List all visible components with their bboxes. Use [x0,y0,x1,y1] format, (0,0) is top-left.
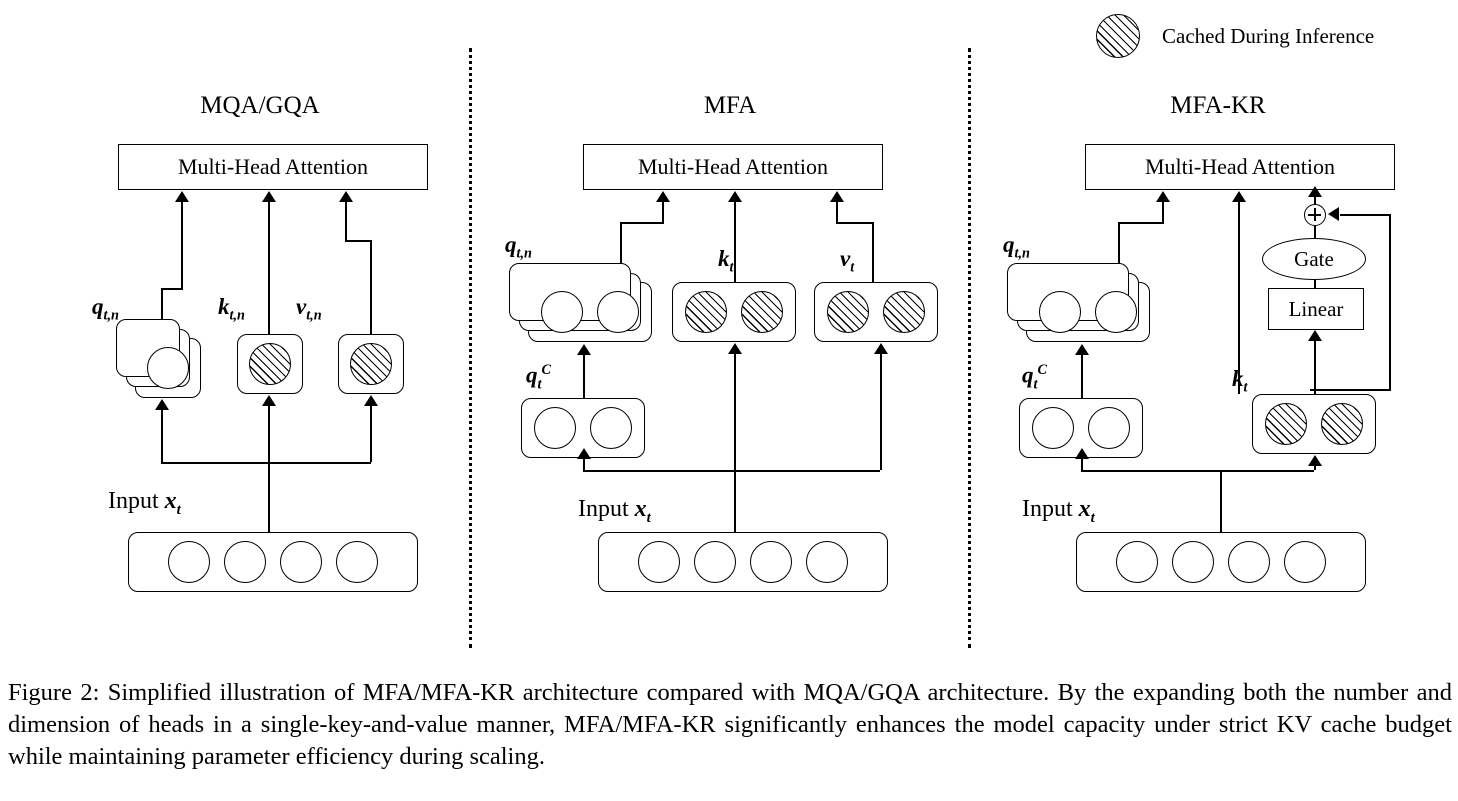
conn-q-to-mha-3 [1118,222,1120,268]
arrow-k-mha-3 [1232,191,1246,202]
cell-circle [1032,407,1074,449]
cell-circle [590,407,632,449]
label-v-t-col2: $v_t$ [840,246,855,276]
tensor-v-col1 [338,334,404,394]
label-k-t-col3: $k_t$ [1232,366,1248,396]
arrow-v-mha-1 [339,191,353,202]
riser-to-k-col3 [1314,466,1316,470]
riser-to-qlatent-col2 [583,459,585,470]
input-label-col3: Input $x_t$ [1022,496,1095,526]
cell-circle-hatched [1265,403,1307,445]
residual-h-col3 [1340,214,1390,216]
tensor-k-col1 [237,334,303,394]
arrow-input-k-col1 [262,395,276,406]
arrow-plus-mha-3 [1308,186,1322,197]
conn-q-to-mha-1-h [161,288,182,290]
tensor-q-col3 [1026,282,1150,342]
arrow-input-qlat-col2 [577,448,591,459]
conn-latent-to-q-col2 [583,355,585,398]
cell-circle [541,291,583,333]
label-q-latent-col3: $q_t^C$ [1022,362,1047,393]
column-title-mfa-kr: MFA-KR [1170,92,1266,119]
arrow-latent-q-col3 [1075,344,1089,355]
mha-box-mqa: Multi-Head Attention [118,144,428,190]
cell-circle [1095,291,1137,333]
cell-circle [1039,291,1081,333]
conn-v-to-mha-1-h [345,240,370,242]
residual-v-col3 [1389,214,1391,390]
cell-circle-hatched [1321,403,1363,445]
conn-v-to-mha-2 [836,202,838,224]
bus-col2-q-riser [583,470,585,471]
input-label-col2: Input $x_t$ [578,496,651,526]
column-title-mqa-gqa: MQA/GQA [200,92,320,119]
cell-circle [597,291,639,333]
arrow-k-linear-col3 [1308,330,1322,341]
conn-q-to-mha-3-up [1162,202,1164,224]
linear-box: Linear [1268,288,1364,330]
input-row-col1 [128,532,418,592]
arrow-input-k-col2 [728,343,742,354]
conn-v-to-mha-1-dn [370,240,372,334]
input-row-col3 [1076,532,1366,592]
bus-input-col2 [583,470,880,472]
arrow-q-mha-1 [175,191,189,202]
cell-circle-hatched [883,291,925,333]
arrow-input-qlat-col3 [1075,448,1089,459]
tensor-q-col1 [135,338,201,398]
arrow-input-v-col2 [874,343,888,354]
riser-to-k-col2 [734,354,736,470]
cell-circle-hatched [350,343,392,385]
cell-circle-hatched [827,291,869,333]
gate-node: Gate [1262,238,1366,280]
conn-q-to-mha-3-h [1118,222,1162,224]
conn-linear-to-gate [1314,280,1316,288]
mha-box-mfakr: Multi-Head Attention [1085,144,1395,190]
arrow-q-mha-2 [656,191,670,202]
tensor-k-col3 [1252,394,1376,454]
arrow-input-v-col1 [364,395,378,406]
mha-box-mfa: Multi-Head Attention [583,144,883,190]
cell-circle [534,407,576,449]
conn-v-to-mha-2-dn [872,222,874,284]
label-k-tn-col1: $k_{t,n}$ [218,294,245,324]
tensor-v-col2 [814,282,938,342]
cell-circle [1228,541,1270,583]
conn-q-to-mha-2 [620,222,622,268]
cell-circle-hatched [249,343,291,385]
arrow-q-mha-3 [1156,191,1170,202]
riser-to-v-col2 [880,354,882,470]
riser-to-qlatent-col3 [1081,459,1083,470]
conn-k-to-mha-2 [734,202,736,284]
conn-k-to-linear-col3 [1314,341,1316,394]
bus-stem-col3 [1220,470,1222,532]
divider-left [469,48,472,648]
arrow-input-q-col1 [155,399,169,410]
bus-input-col1-k [268,406,270,462]
cell-circle-hatched [685,291,727,333]
label-k-t-col2: $k_t$ [718,246,734,276]
hatched-circle-icon [1096,14,1140,58]
column-title-mfa: MFA [703,92,757,119]
conn-q-to-mha-2-h [620,222,662,224]
legend [1096,14,1374,58]
cell-circle [750,541,792,583]
conn-q-to-mha-1-up [181,202,183,290]
bus-input-col1-stem [268,462,270,532]
conn-latent-to-q-col3 [1081,355,1083,398]
cell-circle [168,541,210,583]
cell-circle [1088,407,1130,449]
cell-circle [147,347,189,389]
figure-caption: Figure 2: Simplified illustration of MFA/MFA-KR architecture compared with MQA/GQA architecture. By the expanding both the number and dimension of heads in a single-key-and-value manner, MFA/MFA-KR significantly enhances the model capacity under strict KV cache budget while maintaining parameter efficiency during scaling. [8,679,1452,770]
arrow-input-k-col3 [1308,455,1322,466]
conn-k-to-mha-1 [268,202,270,334]
bus-input-col3 [1081,470,1314,472]
label-q-latent-col2: $q_t^C$ [526,362,551,393]
tensor-k-col2 [672,282,796,342]
arrow-v-mha-2 [830,191,844,202]
cell-circle [280,541,322,583]
plus-icon [1304,204,1326,226]
conn-q-to-mha-2-up [662,202,664,224]
cell-circle [638,541,680,583]
cell-circle [224,541,266,583]
conn-v-to-mha-1 [345,202,347,240]
conn-gate-to-plus [1314,226,1316,238]
cell-circle [336,541,378,583]
cell-circle [1284,541,1326,583]
cell-circle [806,541,848,583]
cell-circle-hatched [741,291,783,333]
conn-v-to-mha-2-h [836,222,872,224]
cell-circle [1116,541,1158,583]
input-label-col1: Input $x_t$ [108,488,181,518]
legend-label: Cached During Inference [1162,23,1375,48]
label-q-tn-col3: $q_{t,n}$ [1003,232,1030,262]
input-row-col2 [598,532,888,592]
label-q-tn-col1: $q_{t,n}$ [92,294,119,324]
bus-input-col1-q [161,410,163,462]
bus-input-col1 [161,462,371,464]
arrow-latent-q-col2 [577,344,591,355]
arrow-k-mha-1 [262,191,276,202]
label-q-tn-col2: $q_{t,n}$ [505,232,532,262]
cell-circle [694,541,736,583]
bus-stem-col2 [734,470,736,532]
residual-bottom-col3 [1310,389,1391,391]
bus-input-col1-v [370,406,372,462]
tensor-q-col2 [528,282,652,342]
arrow-residual-col3 [1328,207,1339,221]
cell-circle [1172,541,1214,583]
divider-right [968,48,971,648]
label-v-tn-col1: $v_{t,n}$ [296,294,322,324]
arrow-k-mha-2 [728,191,742,202]
